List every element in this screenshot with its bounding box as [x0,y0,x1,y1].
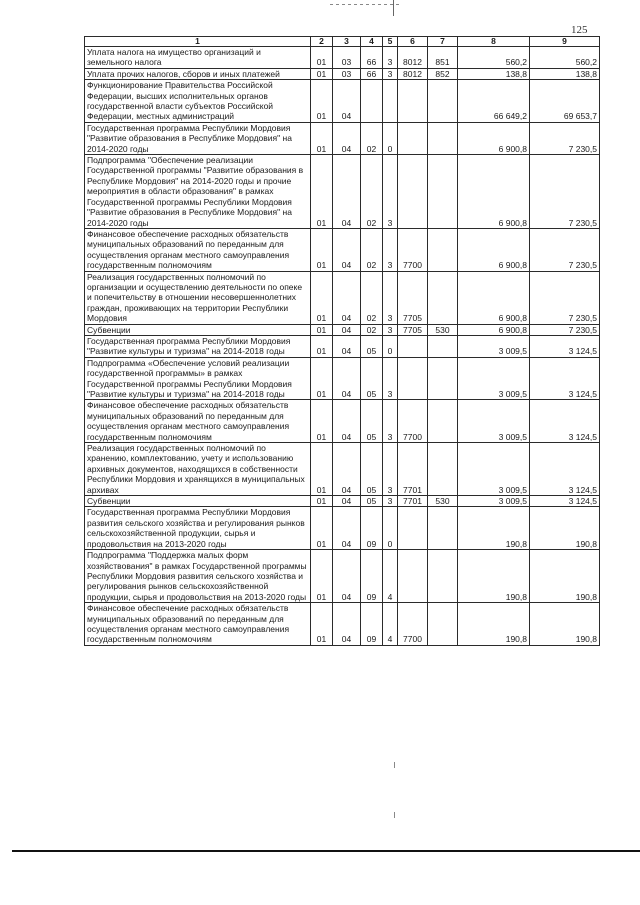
cell-section: 01 [311,357,333,400]
table-row [85,68,600,79]
cell-program: 05 [361,400,383,443]
cell-program: 05 [361,496,383,507]
table-row [85,603,600,646]
cell-subsection: 04 [333,324,361,335]
cell-program: 02 [361,271,383,324]
cell-sum-year2: 3 124,5 [530,443,600,496]
cell-target-article [398,335,428,357]
cell-sum-year1: 138,8 [458,68,530,79]
cell-program: 66 [361,47,383,69]
cell-expense-type [428,550,458,603]
cell-program: 02 [361,122,383,154]
cell-expense-type [428,357,458,400]
cell-section: 01 [311,335,333,357]
cell-name: Подпрограмма «Обеспечение условий реализации государственной программы» в рамках Государственной программы Республики Мордовия "Развитие культуры и туризма" на 2014-2018 годы [85,357,311,400]
cell-target-article: 7701 [398,443,428,496]
cell-subprogram: 3 [383,400,398,443]
cell-program: 09 [361,550,383,603]
cell-expense-type [428,271,458,324]
cell-sum-year1: 6 900,8 [458,155,530,229]
cell-subprogram: 3 [383,324,398,335]
cell-program: 66 [361,68,383,79]
cell-name: Субвенции [85,324,311,335]
col-header: 3 [333,37,361,47]
col-header: 4 [361,37,383,47]
table-header-row [85,37,600,47]
cell-expense-type [428,507,458,550]
cell-subprogram: 3 [383,155,398,229]
cell-subprogram: 3 [383,271,398,324]
cell-expense-type [428,603,458,646]
cell-expense-type [428,335,458,357]
cell-section: 01 [311,603,333,646]
table-row [85,335,600,357]
cell-expense-type [428,228,458,271]
cell-name: Подпрограмма "Поддержка малых форм хозяйствования" в рамках Государственной программы Республики Мордовия развития сельского хозяйства и регулирования рынков сельскохозяйственной продукции, сырья и продовольствия на 2013-2020 годы [85,550,311,603]
col-header: 9 [530,37,600,47]
cell-program: 09 [361,603,383,646]
cell-program: 02 [361,228,383,271]
cell-subsection: 04 [333,400,361,443]
cell-subsection: 04 [333,550,361,603]
cell-name: Субвенции [85,496,311,507]
cell-target-article [398,550,428,603]
scan-top-mark [330,4,400,5]
cell-sum-year1: 3 009,5 [458,496,530,507]
cell-section: 01 [311,271,333,324]
cell-sum-year1: 190,8 [458,507,530,550]
cell-subprogram: 0 [383,335,398,357]
table-row [85,271,600,324]
cell-name: Финансовое обеспечение расходных обязательств муниципальных образований по переданным для осуществления органам местного самоуправления государственным полномочиям [85,400,311,443]
cell-target-article: 8012 [398,68,428,79]
cell-program: 05 [361,443,383,496]
cell-sum-year1: 190,8 [458,603,530,646]
table-row [85,443,600,496]
cell-subprogram: 0 [383,507,398,550]
cell-sum-year2: 138,8 [530,68,600,79]
col-header: 8 [458,37,530,47]
cell-sum-year2: 190,8 [530,507,600,550]
cell-name: Функционирование Правительства Российской Федерации, высших исполнительных органов государственной власти субъектов Российской Федерации, местных администраций [85,80,311,123]
cell-subprogram: 3 [383,443,398,496]
cell-section: 01 [311,550,333,603]
cell-sum-year1: 560,2 [458,47,530,69]
table-row [85,122,600,154]
cell-sum-year2: 69 653,7 [530,80,600,123]
cell-name: Государственная программа Республики Мордовия "Развитие культуры и туризма" на 2014-2018 годы [85,335,311,357]
cell-subsection: 04 [333,155,361,229]
cell-section: 01 [311,496,333,507]
table-row [85,496,600,507]
col-header: 1 [85,37,311,47]
cell-sum-year1: 6 900,8 [458,324,530,335]
cell-sum-year1: 3 009,5 [458,357,530,400]
cell-target-article: 7705 [398,324,428,335]
cell-sum-year2: 560,2 [530,47,600,69]
cell-expense-type [428,443,458,496]
cell-sum-year2: 7 230,5 [530,324,600,335]
cell-subsection: 04 [333,443,361,496]
cell-expense-type [428,80,458,123]
cell-subsection: 04 [333,335,361,357]
cell-sum-year2: 190,8 [530,550,600,603]
cell-subprogram [383,80,398,123]
cell-subsection: 04 [333,228,361,271]
cell-target-article [398,80,428,123]
cell-program [361,80,383,123]
cell-sum-year2: 3 124,5 [530,335,600,357]
table-row [85,357,600,400]
cell-section: 01 [311,400,333,443]
table-row [85,80,600,123]
cell-name: Уплата прочих налогов, сборов и иных платежей [85,68,311,79]
bottom-rule [12,850,640,852]
cell-name: Подпрограмма "Обеспечение реализации Государственной программы "Развитие образования в Республике Мордовия" на 2014-2020 годы и прочие мероприятия в области образования" в рамках Государственной программы Республики Мордовия "Развитие образования в Республике Мордовия" на 2014-2020 годы [85,155,311,229]
table-row [85,228,600,271]
table-row [85,550,600,603]
cell-name: Реализация государственных полномочий по организации и осуществлению деятельности по опеке и попечительству в отношении несовершеннолетних граждан, проживающих на территории Республики Мордовия [85,271,311,324]
cell-program: 05 [361,357,383,400]
cell-subprogram: 3 [383,496,398,507]
col-header: 2 [311,37,333,47]
cell-expense-type: 852 [428,68,458,79]
cell-target-article: 7705 [398,271,428,324]
cell-subprogram: 4 [383,603,398,646]
cell-sum-year1: 3 009,5 [458,443,530,496]
cell-name: Финансовое обеспечение расходных обязательств муниципальных образований по переданным для осуществления органам местного самоуправления государственным полномочиям [85,603,311,646]
cell-sum-year2: 7 230,5 [530,155,600,229]
cell-subsection: 03 [333,47,361,69]
cell-target-article [398,155,428,229]
cell-section: 01 [311,507,333,550]
cell-section: 01 [311,80,333,123]
cell-section: 01 [311,122,333,154]
cell-name: Финансовое обеспечение расходных обязательств муниципальных образований по переданным для осуществления органам местного самоуправления государственным полномочиям [85,228,311,271]
cell-target-article [398,507,428,550]
cell-name: Государственная программа Республики Мордовия "Развитие образования в Республике Мордовия" на 2014-2020 годы [85,122,311,154]
table-row [85,47,600,69]
cell-subprogram: 3 [383,228,398,271]
page-number: 125 [571,24,588,36]
cell-sum-year2: 3 124,5 [530,496,600,507]
cell-sum-year1: 6 900,8 [458,271,530,324]
cell-subsection: 04 [333,80,361,123]
col-header: 7 [428,37,458,47]
cell-name: Реализация государственных полномочий по хранению, комплектованию, учету и использованию архивных документов, находящихся в собственности Республики Мордовия и хранящихся в муниципальных архивах [85,443,311,496]
cell-sum-year2: 3 124,5 [530,357,600,400]
cell-sum-year1: 3 009,5 [458,400,530,443]
scan-mark [394,762,395,768]
cell-section: 01 [311,68,333,79]
cell-section: 01 [311,324,333,335]
cell-target-article: 8012 [398,47,428,69]
cell-program: 02 [361,324,383,335]
cell-target-article: 7700 [398,400,428,443]
cell-program: 02 [361,155,383,229]
cell-sum-year1: 3 009,5 [458,335,530,357]
cell-sum-year2: 7 230,5 [530,122,600,154]
cell-subsection: 04 [333,507,361,550]
cell-section: 01 [311,228,333,271]
cell-expense-type: 530 [428,324,458,335]
cell-target-article: 7700 [398,228,428,271]
cell-sum-year2: 3 124,5 [530,400,600,443]
cell-subprogram: 3 [383,47,398,69]
cell-section: 01 [311,47,333,69]
cell-expense-type [428,122,458,154]
cell-expense-type [428,400,458,443]
col-header: 5 [383,37,398,47]
cell-name: Государственная программа Республики Мордовия развития сельского хозяйства и регулирования рынков сельскохозяйственной продукции, сырья и продовольствия на 2013-2020 годы [85,507,311,550]
cell-sum-year1: 66 649,2 [458,80,530,123]
cell-sum-year1: 190,8 [458,550,530,603]
cell-target-article [398,357,428,400]
cell-expense-type: 530 [428,496,458,507]
cell-subsection: 04 [333,271,361,324]
scan-mark [394,812,395,818]
cell-subsection: 04 [333,357,361,400]
cell-program: 05 [361,335,383,357]
cell-expense-type: 851 [428,47,458,69]
budget-table [84,36,600,646]
cell-subsection: 04 [333,603,361,646]
cell-program: 09 [361,507,383,550]
cell-sum-year2: 7 230,5 [530,271,600,324]
cell-subsection: 03 [333,68,361,79]
cell-subprogram: 0 [383,122,398,154]
cell-subprogram: 4 [383,550,398,603]
cell-subsection: 04 [333,122,361,154]
cell-name: Уплата налога на имущество организаций и земельного налога [85,47,311,69]
cell-subprogram: 3 [383,357,398,400]
col-header: 6 [398,37,428,47]
table-row [85,324,600,335]
table-row [85,155,600,229]
cell-target-article: 7700 [398,603,428,646]
scan-top-tick [393,0,394,16]
cell-sum-year2: 7 230,5 [530,228,600,271]
cell-target-article [398,122,428,154]
cell-sum-year2: 190,8 [530,603,600,646]
cell-subprogram: 3 [383,68,398,79]
cell-subsection: 04 [333,496,361,507]
table-row [85,507,600,550]
cell-sum-year1: 6 900,8 [458,228,530,271]
cell-expense-type [428,155,458,229]
cell-sum-year1: 6 900,8 [458,122,530,154]
table-row [85,400,600,443]
cell-section: 01 [311,443,333,496]
cell-target-article: 7701 [398,496,428,507]
cell-section: 01 [311,155,333,229]
